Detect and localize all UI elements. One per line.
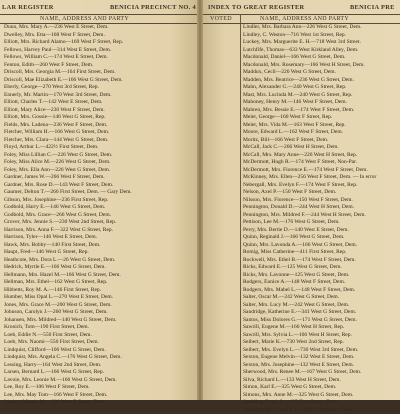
left-column-header: NAME, ADDRESS AND PARTY bbox=[40, 16, 129, 22]
register-entry: Silva, Richard L.—133 West H Street, Dem. bbox=[243, 377, 400, 385]
register-entry: Johnson, Carolyn J.—260 West G Street, Dem. bbox=[4, 309, 196, 317]
register-entry: Macdonald, Mrs. Rosemary—166 West H Street, Dem. bbox=[243, 62, 400, 70]
voted-column-divider bbox=[240, 14, 241, 400]
register-entry: Pennington, Donald D.—244 West H Street, Dem. bbox=[243, 204, 400, 212]
register-entry: Rockwell, Mrs. Ethel B.—174 West F Street, Dem. bbox=[243, 257, 400, 265]
register-entry: Seibert, Marie K.—730 West 2nd Street, Rep. bbox=[243, 339, 400, 347]
register-entry: Humber, Miss Opal L.—270 West E Street, Dem. bbox=[4, 294, 196, 302]
left-page-header-title: LAR REGISTER bbox=[2, 4, 54, 11]
register-entry: McCall, Mrs. Mary Anne—226 West H Street, Rep. bbox=[243, 152, 400, 160]
register-entry: Quinn, Reginald J.—166 West G Street, Dem. bbox=[243, 234, 400, 242]
register-entry: Ricks, Mrs. Lavonne—125 West G Street, Dem. bbox=[243, 272, 400, 280]
register-entry: Loeb, Mrs. Naomi—550 First Street, Dem. bbox=[4, 339, 196, 347]
register-entry: Rodgers, Eunice A.—148 West F Street, Dem. bbox=[243, 279, 400, 287]
register-entry: Salter, Mrs. Lucy M.—242 West G Street, Dem. bbox=[243, 302, 400, 310]
register-entry: Meier, Mrs. Vida M.—163 West F Street, Rep. bbox=[243, 122, 400, 130]
right-page bbox=[200, 0, 400, 400]
register-entry: Macdonald, Daniel—166 West G Street, Dem. bbox=[243, 54, 400, 62]
register-entry: Jones, Mrs. Grace M.—200 West G Street, Dem. bbox=[4, 302, 196, 310]
register-entry: Meier, George—160 West F Street, Rep. bbox=[243, 114, 400, 122]
register-entry: Linden, Minnie M.—326 West E Street, Dem. bbox=[4, 399, 196, 407]
right-entry-list bbox=[243, 24, 400, 414]
register-entry: Mahoney, Henry M.—146 West F Street, Dem. bbox=[243, 99, 400, 107]
register-entry: Nilsson, Mrs. Florence—150 West F Street, Dem. bbox=[243, 197, 400, 205]
book-gutter bbox=[197, 0, 203, 400]
register-entry: Hibbetts, Roy M. A.—146 First Street, Rep. bbox=[4, 287, 196, 295]
register-entry: Harrison, Mrs. Anna F.—322 West G Street, Rep. bbox=[4, 227, 196, 235]
register-entry: Larsen, Bernard L.—166 West G Street, Rep. bbox=[4, 369, 196, 377]
register-entry: Hedrick, Myrtle E.—166 West G Street, Dem. bbox=[4, 264, 196, 272]
right-column-header: NAME, ADDRESS AND PARTY bbox=[260, 16, 349, 22]
register-entry: Perry, Mrs. Bertie D.—140 West E Street, Dem. bbox=[243, 227, 400, 235]
register-entry: Dunn, Mrs. Mary A.—236 West E Street, Dem. bbox=[4, 24, 196, 32]
register-entry: Sawrill, Mrs. Sylvia L.—166 West H Street, Rep. bbox=[243, 332, 400, 340]
register-entry: Fenton, Edith—260 West F Street, Dem. bbox=[4, 62, 196, 70]
register-entry: Fields, Mrs. Ladena—236 West F Street, Dem. bbox=[4, 122, 196, 130]
register-entry: McDermott, Hugh R.—174 West F Street, Non-Par. bbox=[243, 159, 400, 167]
register-entry: Romig, Miss Catherine—411 First Street, Rep. bbox=[243, 249, 400, 257]
register-entry: Elliott, Charles T.—142 West E Street, Dem. bbox=[4, 99, 196, 107]
right-page-header-precinct: BENICIA PRE bbox=[350, 4, 395, 11]
register-entry: Elliott, Mrs. Gossie—146 West G Street, Rep. bbox=[4, 114, 196, 122]
register-entry: Lindquist, Mrs. Angela C.—176 West G Street, Dem. bbox=[4, 354, 196, 362]
register-entry: Seibert, Mrs. Evelyn L.—730 West 3rd Street, Dem. bbox=[243, 347, 400, 355]
register-entry: Hawk, Mrs. Bobby—140 First Street, Dem. bbox=[4, 242, 196, 250]
register-entry: Lessing, Harry—164 West 2nd Street, Dem. bbox=[4, 362, 196, 370]
register-entry: Sexton, Eugene Melvin—132 West E Street, Dem. bbox=[243, 354, 400, 362]
register-entry: Lindley, C. Weston—716 West 1st Street, Rep. bbox=[243, 32, 400, 40]
register-entry: Santos, Miss Dolores G.—171 West G Street, Dem. bbox=[243, 317, 400, 325]
left-header-rule bbox=[0, 14, 200, 15]
register-entry: Pennington, Mrs. Mildred F.—244 West H Street, Dem. bbox=[243, 212, 400, 220]
register-entry: Mahren, Mrs. Bessie E.—174 West F Street, Dem. bbox=[243, 107, 400, 115]
register-entry: Fletcher, William H.—166 West G Street, Dem. bbox=[4, 129, 196, 137]
register-entry: Hellmann, Mrs. Hazel M.—166 West G Street, Dem. bbox=[4, 272, 196, 280]
register-entry: Ricks, Edward E.—125 West G Street, Dem. bbox=[243, 264, 400, 272]
left-entry-list bbox=[4, 24, 196, 407]
register-entry: Elliott, Mary Alice—230 West F Street, Dem. bbox=[4, 107, 196, 115]
register-entry: Gaumer, Delton T.—266 First Street, Dem. — Gary Dem. bbox=[4, 189, 196, 197]
register-entry: Haupt, Fred—146 West G Street, Rep. bbox=[4, 249, 196, 257]
register-entry: Driscoll, Mrs. Georgia M.—164 First Street, Dem. bbox=[4, 69, 196, 77]
register-entry: Godbold, Mrs. Grace—266 West G Street, Dem. bbox=[4, 212, 196, 220]
register-entry: Dwelley, Mrs. Etta—168 West F Street, Dem. bbox=[4, 32, 196, 40]
register-entry: Elliott, Mrs. Richard Alamo—169 West F Street, Rep. bbox=[4, 39, 196, 47]
register-entry: Madden, Mrs. Beatrice—236 West G Street, Dem. bbox=[243, 77, 400, 85]
register-entry: Foley, Miss Alice M.—226 West G Street, Dem. bbox=[4, 159, 196, 167]
register-entry: Lee, Mrs. May Tom—166 West F Street, Dem. bbox=[4, 392, 196, 400]
register-entry: McCall, Jack C.—266 West H Street, Dem. bbox=[243, 144, 400, 152]
register-entry: Lutchfife, Thomas—633 West Kirkland Alley, Dem. bbox=[243, 47, 400, 55]
register-entry: Moritz, Bill—166 West F Street, Dem. bbox=[243, 137, 400, 145]
register-entry: Nelson, Axel P.—150 West F Street, Dem. bbox=[243, 189, 400, 197]
register-entry: Lee, Roy E.—106 West F Street, Dem. bbox=[4, 384, 196, 392]
register-entry: Salter, Oscar M.—242 West G Street, Dem. bbox=[243, 294, 400, 302]
register-entry: Moore, Edward L.—162 West F Street, Dem. bbox=[243, 129, 400, 137]
register-entry: Quinn, Mrs. Lavonda A.—166 West G Street, Dem. bbox=[243, 242, 400, 250]
register-entry: Lindler, Mrs. Barbara Ann—226 West G Street, Dem. bbox=[243, 24, 400, 32]
register-entry: Hellman, Mrs. Ethel—162 West G Street, Rep. bbox=[4, 279, 196, 287]
register-entry: Nebergall, Mrs. Evelyn F.—174 West F Street, Rep. bbox=[243, 182, 400, 190]
register-entry: Spalding, Mrs. Lucille A.—425 First Street, Dem. bbox=[243, 407, 400, 414]
register-entry: Simon, Karl E.—325 West G Street, Dem. bbox=[243, 384, 400, 392]
register-entry: Kronich, Tom—190 First Street, Dem. bbox=[4, 324, 196, 332]
register-entry: Harrison, Tyler—146 West E Street, Dem. bbox=[4, 234, 196, 242]
register-entry: Pettison, Lee M.—176 West G Street, Dem. bbox=[243, 219, 400, 227]
register-entry: Sawrill, Eugene M.—166 West H Street, Rep. bbox=[243, 324, 400, 332]
register-entry: McDermott, Mrs. Florence E.—174 West F Street, Dem. bbox=[243, 167, 400, 175]
register-entry: Grover, Mrs. Jennie S.—230 West 2nd Street, Rep. bbox=[4, 219, 196, 227]
register-entry: Gibson, Mrs. Josephine—236 First Street, Rep. bbox=[4, 197, 196, 205]
register-entry: Loeb, Eddie N.—550 First Street, Dem. bbox=[4, 332, 196, 340]
register-entry: Ennerly, Mr. Martin—170 West 3rd Street, Dem. bbox=[4, 92, 196, 100]
register-entry: Mahn, Alexander G.—240 West G Street, Rep. bbox=[243, 84, 400, 92]
register-entry: Fletcher, Mrs. Clara—144 West G Street, Dem. bbox=[4, 137, 196, 145]
register-entry: McKinney, Mrs. Ellen—256 West F Street, Dem. — In error bbox=[243, 174, 400, 182]
voted-column-header: VOTED bbox=[210, 16, 232, 22]
register-entry: Gardner, Mrs. Rose D.—143 West F Street, Dem. bbox=[4, 182, 196, 190]
left-page bbox=[0, 0, 200, 400]
register-entry: Maddux, Cecil—226 West G Street, Dem. bbox=[243, 69, 400, 77]
register-entry: Sherwood, Mrs. Renee M.—167 West G Street, Dem. bbox=[243, 369, 400, 377]
register-entry: Sandridge, Katherine E.—341 West G Street, Dem. bbox=[243, 309, 400, 317]
register-entry: Johansen, Mrs. Mildred—140 West G Street, Dem. bbox=[4, 317, 196, 325]
register-entry: Lavoie, Mrs. Leonie M.—166 West G Street, Dem. bbox=[4, 377, 196, 385]
register-entry: Eberly, George—270 West 3rd Street, Rep. bbox=[4, 84, 196, 92]
register-entry: Floyd, Arthur L.—422½ First Street, Dem. bbox=[4, 144, 196, 152]
register-entry: Foley, Miss Lillian C.—226 West G Street, Dem. bbox=[4, 152, 196, 160]
right-page-header-title: INDEX TO GREAT REGISTER bbox=[208, 4, 304, 11]
register-entry: Rodgers, Mrs. Mabel L.—148 West F Street, Dem. bbox=[243, 287, 400, 295]
register-entry: Lindquist, Clifford—106 West G Street, Dem. bbox=[4, 347, 196, 355]
register-entry: Driscoll, Mae Elizabeth E.—166 West G Street, Dem. bbox=[4, 77, 196, 85]
register-entry: Mast, Mrs. Lucinda M.—240 West G Street, Rep. bbox=[243, 92, 400, 100]
left-page-header-precinct: BENICIA PRECINCT NO. 4 bbox=[110, 4, 196, 11]
register-entry: Gardner, James W.—266 West F Street, Dem. bbox=[4, 174, 196, 182]
register-entry: Sexton, Mrs. Josephine—132 West E Street, Dem. bbox=[243, 362, 400, 370]
register-entry: Fellows, Harvey Paul—314 West E Street, Dem. bbox=[4, 47, 196, 55]
register-entry: Luckey, Mrs. Marguerite E. H.—718 West 3rd Street. bbox=[243, 39, 400, 47]
register-entry: Simons, Mrs. Anne M.—325 West G Street, Dem. bbox=[243, 392, 400, 400]
register-entry: Heathcote, Mrs. Dora L.—26 West G Street, Dem. bbox=[4, 257, 196, 265]
register-entry: Spalding, Frank S.—425 First Street, Dem. bbox=[243, 399, 400, 407]
register-entry: Fellows, William C.—174 West E Street, Dem. bbox=[4, 54, 196, 62]
register-entry: Godbold, Harry E.—146 West G Street, Dem. bbox=[4, 204, 196, 212]
register-entry: Foley, Mrs. Ella Ann—226 West G Street, Dem. bbox=[4, 167, 196, 175]
right-header-rule bbox=[200, 14, 400, 15]
